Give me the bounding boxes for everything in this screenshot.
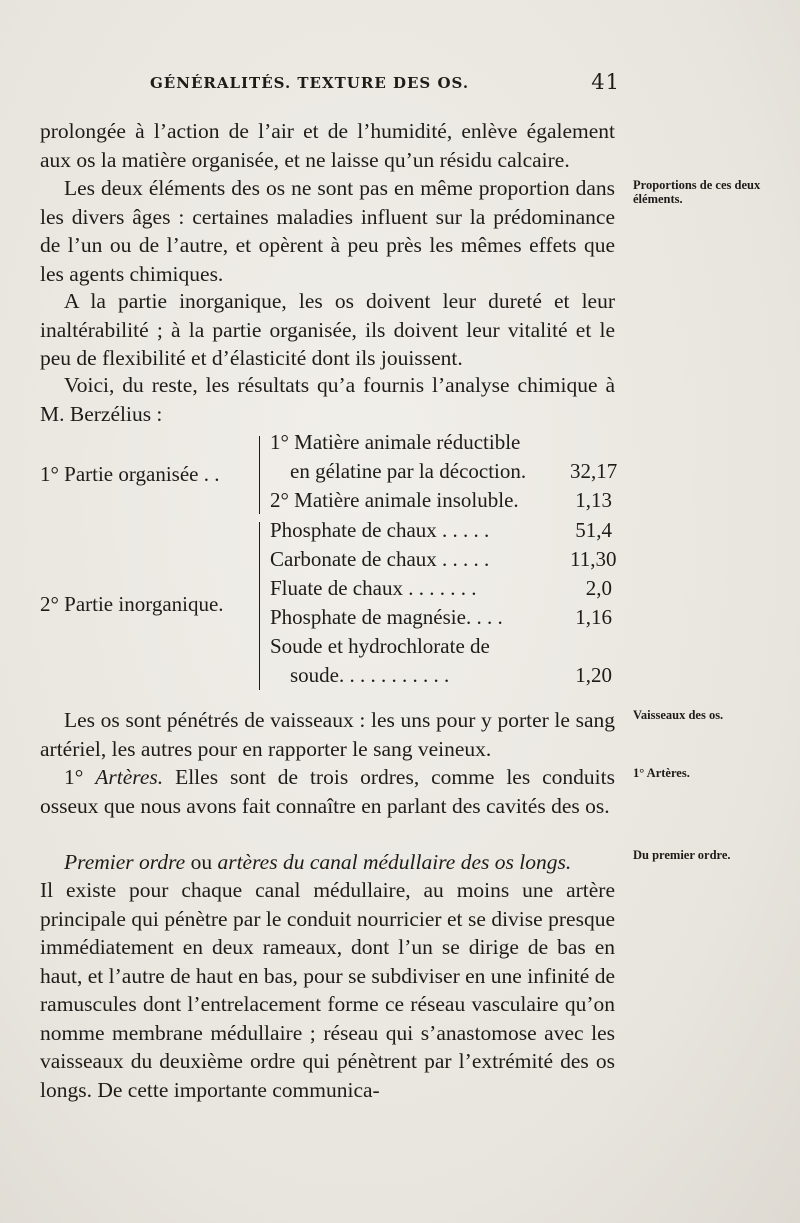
row-value: 11,30 <box>570 547 617 571</box>
row-label: Fluate de chaux . . . . . . . <box>270 576 477 600</box>
page-number: 41 <box>591 70 620 94</box>
paragraph-arteres <box>40 763 615 820</box>
row-value: 1,13 <box>575 488 612 512</box>
premier-ordre-mid: ou <box>185 850 218 874</box>
row-label: en gélatine par la décoction. <box>290 459 527 483</box>
paragraph-vaisseaux: Les os sont pénétrés de vaisseaux : les uns pour y porter le sang artériel, les autres pour en rapporter le sang veineux. <box>40 708 615 761</box>
row-value: 51,4 <box>575 518 612 542</box>
margin-note-premier-ordre: Du premier ordre. <box>633 848 731 862</box>
running-header <box>150 70 620 94</box>
premier-ordre-italic-2: artères du canal médullaire des os longs. <box>217 850 572 874</box>
row-label: Carbonate de chaux . . . . . <box>270 547 490 571</box>
row-label: Soude et hydrochlorate de <box>270 634 490 658</box>
premier-ordre-italic: Premier ordre <box>64 850 186 874</box>
row-value: 2,0 <box>585 576 612 600</box>
row-label: Phosphate de chaux . . . . . <box>270 518 490 542</box>
brace-inorganique <box>259 522 260 690</box>
margin-note-arteres: 1° Artères. <box>633 766 690 780</box>
paragraph-3: A la partie inorganique, les os doivent leur dureté et leur inaltérabilité ; à la partie organisée, ils doivent leur vitalité et le peu de flexibilité et d’élasticité dont ils jouissent. <box>40 289 615 370</box>
composition-table <box>40 430 620 690</box>
row-value: 1,20 <box>575 663 612 687</box>
arteres-num: 1° <box>64 765 84 789</box>
paragraph-2: Les deux éléments des os ne sont pas en même proportion dans les divers âges : certaines maladies influent sur la prédominance de l’un ou de l’autre, et opèrent à peu près les mêmes effets que les agents chimiques. <box>40 176 615 286</box>
row-label: 1° Matière animale réductible <box>270 430 521 454</box>
row-label: 2° Matière animale insoluble. <box>270 488 519 512</box>
row-value: 1,16 <box>575 605 612 629</box>
brace-organisee <box>259 436 260 514</box>
margin-note-vaisseaux: Vaisseaux des os. <box>633 708 724 722</box>
paragraph-4: Voici, du reste, les résultats qu’a fournis l’analyse chimique à M. Berzélius : <box>40 373 615 426</box>
paragraph-1: prolongée à l’action de l’air et de l’humidité, enlève également aux os la matière organisée, et ne laisse qu’un résidu calcaire. <box>40 119 615 172</box>
paragraph-premier-ordre: Il existe pour chaque canal médullaire, au moins une artère principale qui pénètre par le conduit nourricier et se divise presque immédiatement en deux rameaux, dont l’un se dirige de bas en haut, et l’autre de haut en bas, pour se subdiviser en une infinité de ramuscules dont l’entrelacement forme ce réseau vasculaire qu’on nomme membrane médullaire ; réseau qui s’anastomose avec les vaisseaux du deuxième ordre qui pénètrent par l’extrémité des os longs. De cette importante communica- <box>40 878 615 1102</box>
arteres-text: Elles sont de trois ordres, comme les conduits osseux que nous avons fait connaître en parlant des cavités des os. <box>40 765 615 818</box>
group-inorganique-label: 2° Partie inorganique. <box>40 592 224 616</box>
group-organisee-label: 1° Partie organisée . . <box>40 462 220 486</box>
row-value: 32,17 <box>570 459 618 483</box>
row-label: Phosphate de magnésie. . . . <box>270 605 503 629</box>
header-title: GÉNÉRALITÉS. TEXTURE DES OS. <box>150 74 470 92</box>
premier-ordre-heading <box>40 848 615 877</box>
margin-note-proportions: Proportions de ces deux éléments. <box>633 178 761 206</box>
arteres-title: Artères. <box>95 765 164 789</box>
row-label: soude. . . . . . . . . . . <box>290 663 450 687</box>
